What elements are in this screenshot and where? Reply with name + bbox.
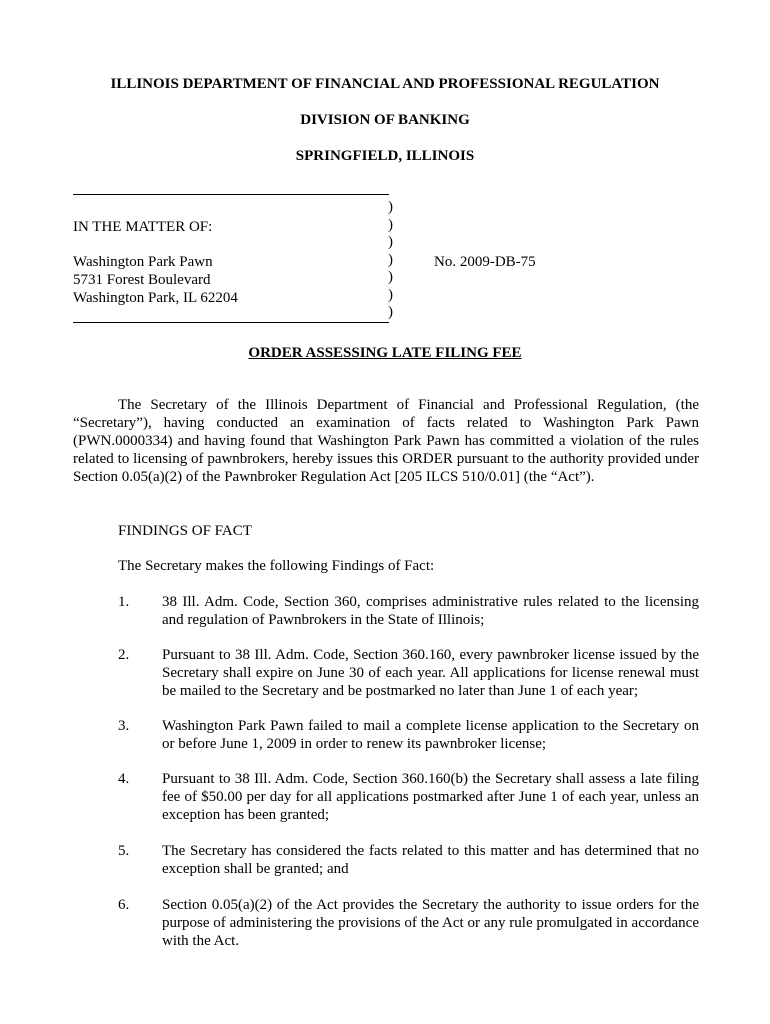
caption-paren: ) bbox=[388, 304, 393, 320]
finding-text: Pursuant to 38 Ill. Adm. Code, Section 360.160, every pawnbroker license issued by the Secretary shall expire on June 30 of each year. All applications for license renewal must be mailed to the Secretary and be postmarked no later than June 1 of each year; bbox=[162, 647, 699, 699]
findings-heading: FINDINGS OF FACT bbox=[118, 523, 252, 539]
caption-paren: ) bbox=[388, 251, 393, 268]
caption-paren: ) bbox=[388, 286, 393, 303]
finding-text: The Secretary has considered the facts related to this matter and has determined that no exception shall be granted; and bbox=[162, 843, 699, 877]
finding-number: 2. bbox=[118, 647, 130, 663]
caption-parens bbox=[388, 199, 398, 322]
case-number: No. 2009-DB-75 bbox=[434, 254, 536, 270]
finding-text: Washington Park Pawn failed to mail a complete license application to the Secretary on or before June 1, 2009 in order to renew its pawnbroker license; bbox=[162, 718, 699, 752]
finding-number: 5. bbox=[118, 843, 130, 859]
finding-number: 3. bbox=[118, 718, 130, 734]
finding-text: 38 Ill. Adm. Code, Section 360, comprises administrative rules related to the licensing and regulation of Pawnbrokers in the State of Illinois; bbox=[162, 594, 699, 628]
division-heading: DIVISION OF BANKING bbox=[300, 112, 470, 128]
matter-label: IN THE MATTER OF: bbox=[73, 219, 213, 235]
caption-paren: ) bbox=[388, 199, 393, 215]
agency-heading: ILLINOIS DEPARTMENT OF FINANCIAL AND PROFESSIONAL REGULATION bbox=[110, 76, 660, 92]
respondent-name: Washington Park Pawn bbox=[73, 254, 213, 270]
finding-number: 1. bbox=[118, 594, 130, 610]
finding-text: Pursuant to 38 Ill. Adm. Code, Section 360.160(b) the Secretary shall assess a late filing fee of $50.00 per day for all applications postmarked after June 1 of each year, unless an exception has been granted; bbox=[162, 771, 699, 823]
finding-number: 4. bbox=[118, 771, 130, 787]
respondent-address-line2: Washington Park, IL 62204 bbox=[73, 290, 238, 306]
caption-paren: ) bbox=[388, 216, 393, 233]
order-title: ORDER ASSESSING LATE FILING FEE bbox=[248, 345, 522, 361]
intro-paragraph: The Secretary of the Illinois Department of Financial and Professional Regulation, (the “Secretary”), having conducted an examination of facts related to Washington Park Pawn (PWN.0000334) and having found that Washington Park Pawn has committed a violation of the rules related to licensing of pawnbrokers, hereby issues this ORDER pursuant to the authority provided under Section 0.05(a)(2) of the Pawnbroker Regulation Act [205 ILCS 510/0.01] (the “Act”). bbox=[73, 397, 699, 485]
caption-top-rule bbox=[73, 194, 389, 195]
location-heading: SPRINGFIELD, ILLINOIS bbox=[295, 148, 475, 164]
caption-bottom-rule bbox=[73, 322, 389, 323]
finding-number: 6. bbox=[118, 897, 130, 913]
finding-text: Section 0.05(a)(2) of the Act provides the Secretary the authority to issue orders for the purpose of administering the provisions of the Act or any rule promulgated in accordance with the Act. bbox=[162, 897, 699, 949]
findings-lead: The Secretary makes the following Findings of Fact: bbox=[118, 558, 435, 574]
respondent-address-line1: 5731 Forest Boulevard bbox=[73, 272, 211, 288]
caption-paren: ) bbox=[388, 269, 393, 285]
caption-paren: ) bbox=[388, 234, 393, 250]
